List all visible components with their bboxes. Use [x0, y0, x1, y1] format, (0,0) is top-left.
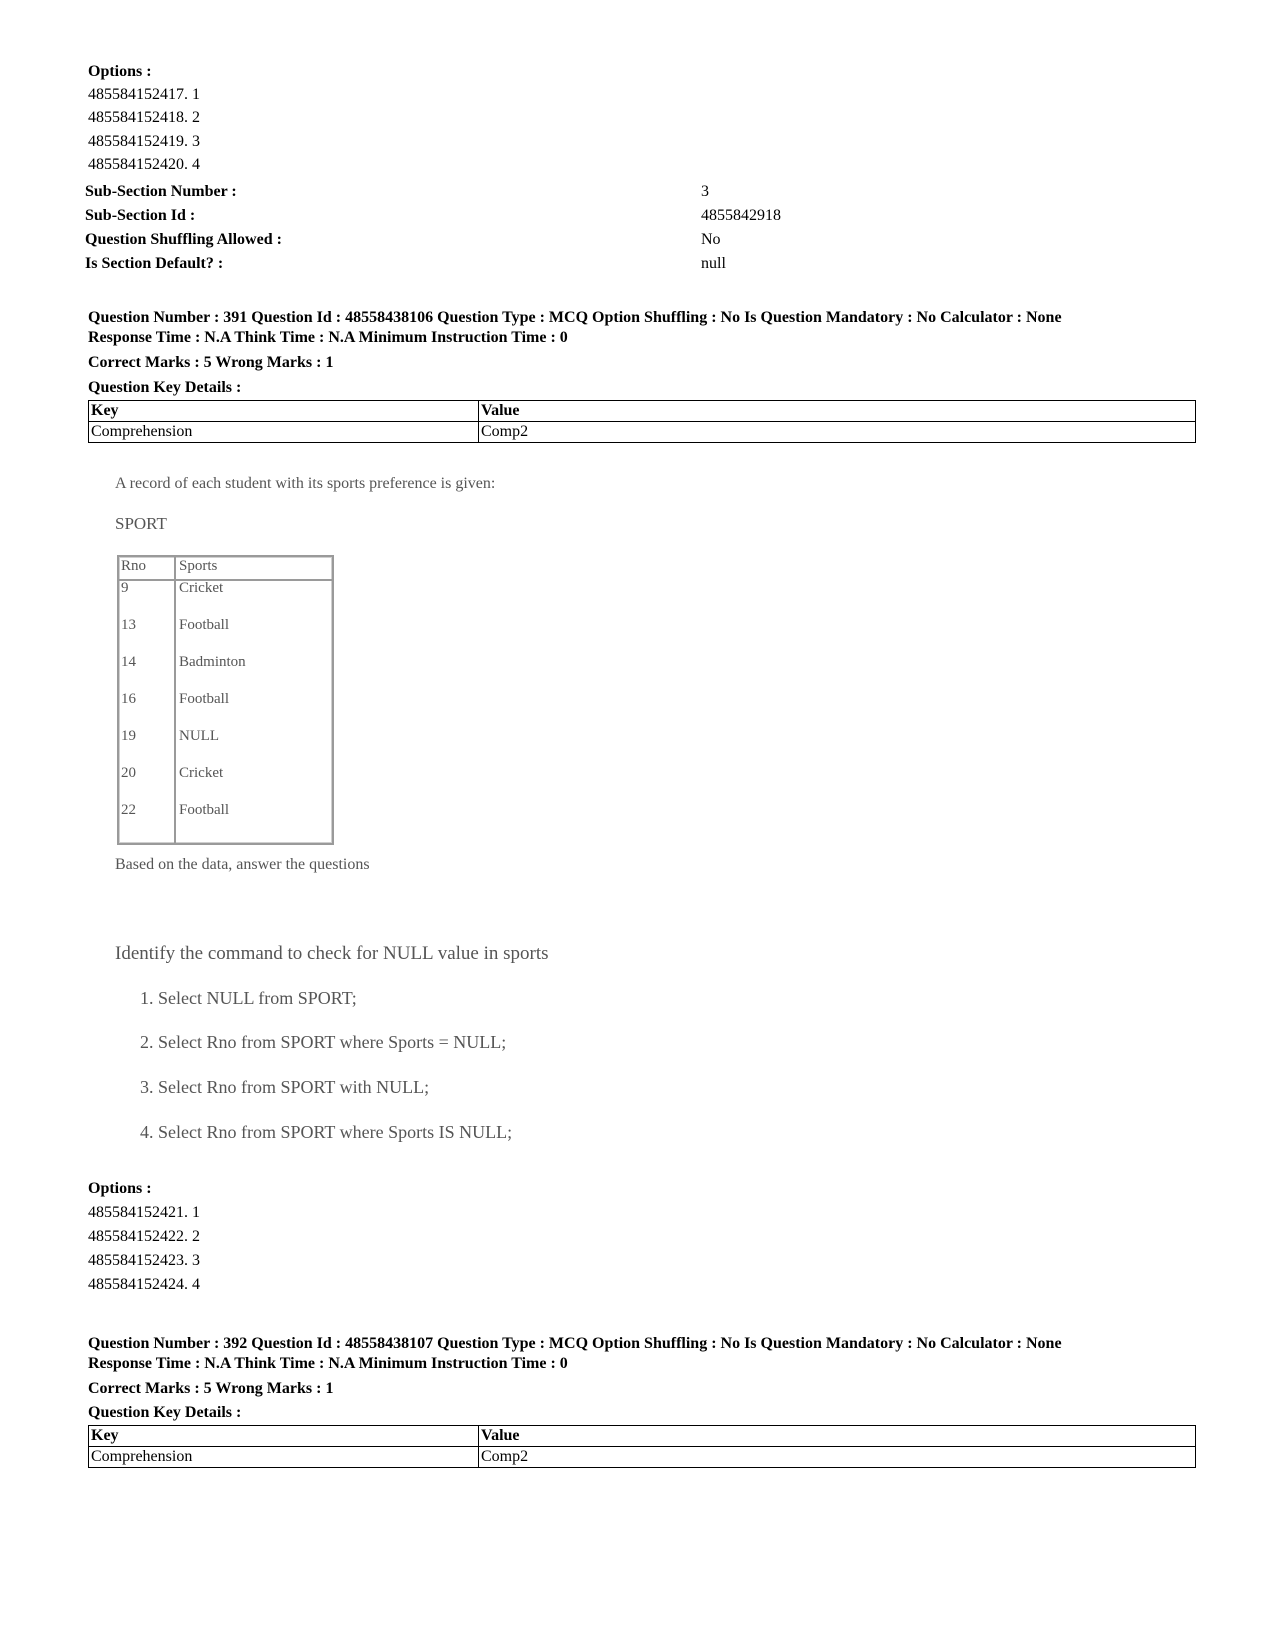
q391-marks: Correct Marks : 5 Wrong Marks : 1 [88, 354, 334, 371]
question-text: Identify the command to check for NULL value in sports [115, 943, 549, 964]
sport-row-rno: 22 [121, 802, 136, 818]
value-cell: Comp2 [479, 422, 1196, 443]
subsection-number-value: 3 [701, 183, 709, 200]
subsection-id-label: Sub-Section Id : [85, 207, 196, 224]
key-cell: Comprehension [89, 422, 479, 443]
sport-row-sport: Cricket [179, 580, 224, 596]
sport-row-sport: Football [179, 802, 230, 818]
option-item: 485584152421. 1 [88, 1204, 200, 1221]
subsection-id-value: 4855842918 [701, 207, 781, 224]
option-item: 485584152418. 2 [88, 109, 200, 126]
sport-row-sport: Football [179, 617, 230, 633]
value-header: Value [479, 401, 1196, 422]
choice-item: 3. Select Rno from SPORT with NULL; [140, 1077, 430, 1097]
options-label: Options : [88, 63, 152, 80]
q391-key-table [88, 400, 1196, 443]
key-cell: Comprehension [89, 1447, 479, 1468]
sport-row-sport: NULL [179, 728, 219, 744]
q392-key-table [88, 1425, 1196, 1468]
subsection-number-label: Sub-Section Number : [85, 183, 237, 200]
sport-row-sport: Cricket [179, 765, 224, 781]
option-item: 485584152417. 1 [88, 86, 200, 103]
choice-item: 1. Select NULL from SPORT; [140, 988, 357, 1008]
q392-marks: Correct Marks : 5 Wrong Marks : 1 [88, 1380, 334, 1397]
passage-intro: A record of each student with its sports preference is given: [115, 475, 496, 492]
sport-row-rno: 13 [121, 617, 136, 633]
sport-row-sport: Football [179, 691, 230, 707]
sport-row-rno: 9 [121, 580, 129, 596]
sport-row-sport: Badminton [179, 654, 246, 670]
value-cell: Comp2 [479, 1447, 1196, 1468]
option-item: 485584152419. 3 [88, 133, 200, 150]
sport-row-rno: 16 [121, 691, 136, 707]
sport-table [117, 555, 334, 845]
sport-row-rno: 14 [121, 654, 136, 670]
q391-header-line1: Question Number : 391 Question Id : 48558438106 Question Type : MCQ Option Shuffling : No Is Question Mandatory : No Calculator : None [88, 309, 1062, 326]
q392-key-details-label: Question Key Details : [88, 1404, 242, 1421]
q391-options-label: Options : [88, 1180, 152, 1197]
q392-header-line1: Question Number : 392 Question Id : 48558438107 Question Type : MCQ Option Shuffling : No Is Question Mandatory : No Calculator : None [88, 1335, 1062, 1352]
choice-item: 4. Select Rno from SPORT where Sports IS NULL; [140, 1122, 513, 1142]
q391-key-details-label: Question Key Details : [88, 379, 242, 396]
key-header: Key [89, 1426, 479, 1447]
option-item: 485584152424. 4 [88, 1276, 200, 1293]
shuffling-value: No [701, 231, 721, 248]
section-default-value: null [701, 255, 726, 272]
option-item: 485584152422. 2 [88, 1228, 200, 1245]
value-header: Value [479, 1426, 1196, 1447]
col-sports-header: Sports [179, 558, 218, 574]
section-default-label: Is Section Default? : [85, 255, 224, 272]
sport-row-rno: 19 [121, 728, 136, 744]
sport-table-name: SPORT [115, 514, 167, 533]
col-rno-header: Rno [121, 558, 147, 574]
shuffling-label: Question Shuffling Allowed : [85, 231, 282, 248]
sport-row-rno: 20 [121, 765, 136, 781]
passage-outro: Based on the data, answer the questions [115, 856, 370, 873]
key-header: Key [89, 401, 479, 422]
choice-item: 2. Select Rno from SPORT where Sports = NULL; [140, 1032, 507, 1052]
q392-header-line2: Response Time : N.A Think Time : N.A Minimum Instruction Time : 0 [88, 1355, 568, 1372]
q391-header-line2: Response Time : N.A Think Time : N.A Minimum Instruction Time : 0 [88, 329, 568, 346]
option-item: 485584152423. 3 [88, 1252, 200, 1269]
option-item: 485584152420. 4 [88, 156, 200, 173]
